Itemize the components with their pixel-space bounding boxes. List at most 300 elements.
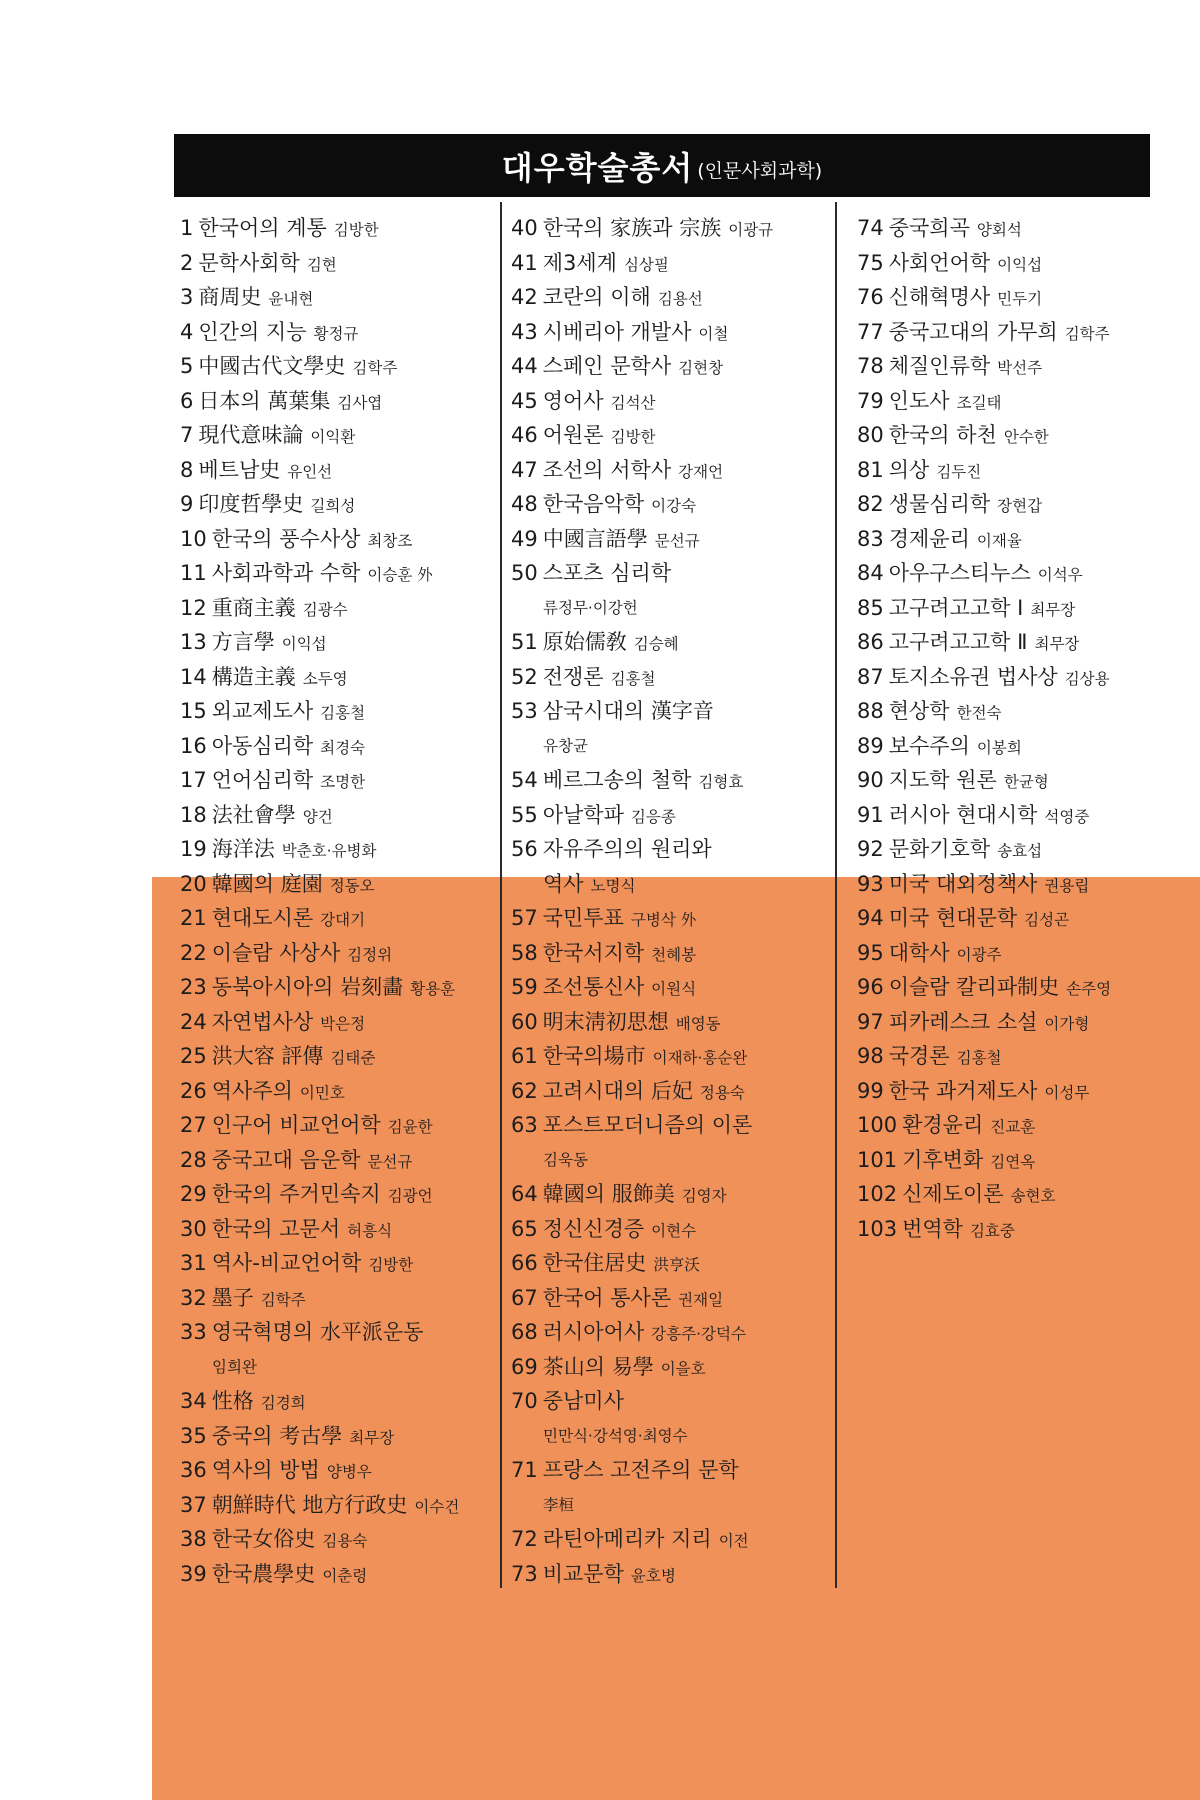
book-author: 김연옥 (990, 1152, 1036, 1171)
series-subtitle: (인문사회과학) (697, 160, 823, 182)
book-entry (180, 211, 494, 246)
book-author: 김용선 (657, 290, 703, 308)
book-title: 자연법사상 (211, 1009, 314, 1034)
book-entry (180, 315, 494, 350)
book-author: 이전 (718, 1532, 749, 1550)
book-number: 26 (180, 1078, 207, 1103)
book-author: 송현호 (1010, 1187, 1056, 1205)
book-author: 한균형 (1003, 773, 1049, 791)
book-number: 79 (857, 388, 884, 413)
book-number: 64 (511, 1182, 538, 1206)
book-number: 66 (511, 1251, 538, 1275)
book-number: 41 (511, 250, 538, 275)
book-number: 51 (511, 630, 538, 654)
book-title: 외교제도사 (211, 699, 314, 723)
book-title: 한국의 풍수사상 (211, 526, 361, 551)
book-title: 자유주의의 원리와 (542, 837, 712, 861)
book-entry (857, 384, 1187, 419)
book-number: 2 (180, 250, 194, 275)
book-number: 59 (511, 975, 538, 999)
book-number: 6 (180, 388, 194, 413)
book-author: 윤호병 (630, 1566, 676, 1585)
book-title: 사회언어학 (888, 250, 991, 275)
book-number: 39 (180, 1561, 207, 1586)
book-number: 80 (857, 423, 884, 447)
book-title: 아우구스티누스 (888, 561, 1031, 585)
book-entry (511, 1315, 833, 1350)
book-entry (180, 901, 494, 936)
book-author: 김응종 (630, 807, 676, 826)
book-entry-continued (511, 1419, 833, 1454)
book-title: 중남미사 (542, 1389, 624, 1413)
book-title: 이슬람 사상사 (211, 940, 341, 965)
book-title: 인도사 (888, 388, 950, 413)
book-number: 29 (180, 1182, 207, 1206)
book-title: 제3세계 (542, 250, 617, 275)
book-author: 김현창 (678, 359, 724, 377)
book-number: 15 (180, 699, 207, 723)
book-number: 60 (511, 1009, 538, 1034)
book-number: 48 (511, 492, 538, 516)
book-author: 박춘호·유병화 (281, 842, 377, 860)
book-number: 100 (857, 1113, 898, 1137)
book-title-continued: 역사 (543, 871, 584, 896)
book-number: 99 (857, 1078, 884, 1103)
book-entry (180, 246, 494, 281)
book-entry (511, 1453, 833, 1488)
book-entry (511, 556, 833, 591)
book-title: 한국어 통사론 (542, 1285, 672, 1310)
book-number: 24 (180, 1009, 207, 1034)
book-entry (511, 1384, 833, 1419)
book-title: 海洋法 (211, 837, 275, 861)
book-author: 이익환 (310, 428, 356, 446)
book-author: 김광수 (302, 600, 348, 619)
book-entry (857, 487, 1187, 522)
book-number: 95 (857, 940, 884, 965)
book-author: 길희성 (310, 497, 356, 515)
book-author: 유인선 (287, 462, 333, 481)
book-entry (180, 1522, 494, 1557)
book-number: 4 (180, 319, 194, 344)
book-number: 89 (857, 733, 884, 758)
book-number: 58 (511, 940, 538, 965)
book-author: 李桓 (543, 1495, 575, 1514)
book-title: 피카레스크 소설 (888, 1009, 1038, 1034)
book-title: 신제도이론 (902, 1182, 1004, 1206)
book-entry (857, 349, 1187, 384)
book-entry (180, 729, 494, 764)
book-author: 김정위 (347, 945, 393, 964)
book-author: 송효섭 (997, 842, 1043, 860)
column-divider (835, 202, 837, 1588)
book-entry-continued (511, 729, 833, 764)
book-entry (857, 418, 1187, 453)
book-title: 중국고대 음운학 (211, 1147, 361, 1172)
book-entry (180, 487, 494, 522)
book-list-column-3 (857, 211, 1187, 1246)
book-entry (857, 1108, 1187, 1143)
book-entry (511, 660, 833, 695)
book-entry (857, 453, 1187, 488)
book-author: 이재율 (976, 531, 1022, 550)
book-title: 프랑스 고전주의 문학 (542, 1458, 739, 1482)
book-author: 이가형 (1044, 1014, 1090, 1033)
book-author: 최무장 (349, 1428, 395, 1447)
book-entry (857, 660, 1187, 695)
book-author: 한전숙 (956, 704, 1002, 722)
book-title: 고구려고고학 Ⅰ (888, 595, 1024, 620)
book-title: 인간의 지능 (198, 319, 307, 344)
book-entry (180, 694, 494, 729)
book-number: 61 (511, 1044, 538, 1068)
book-number: 19 (180, 837, 207, 861)
book-number: 25 (180, 1044, 207, 1068)
book-entry (180, 1074, 494, 1109)
book-entry (511, 1108, 833, 1143)
book-title: 체질인류학 (888, 354, 991, 378)
book-number: 83 (857, 526, 884, 551)
book-author: 이광규 (728, 221, 774, 239)
book-title: 시베리아 개발사 (542, 319, 692, 344)
book-entry (511, 1557, 833, 1592)
book-title: 日本의 萬葉集 (198, 388, 331, 413)
book-title: 언어심리학 (211, 768, 314, 792)
book-number: 30 (180, 1216, 207, 1241)
book-author: 조길태 (956, 393, 1002, 412)
book-title: 한국의 하천 (888, 423, 997, 447)
series-title-bar (174, 134, 1150, 197)
book-author: 이춘령 (322, 1566, 368, 1585)
book-title: 러시아 현대시학 (888, 802, 1038, 827)
book-title: 法社會學 (211, 802, 296, 827)
book-author: 이강숙 (651, 497, 697, 515)
book-title: 대학사 (888, 940, 950, 965)
book-title: 러시아어사 (542, 1320, 645, 1344)
book-author: 김성곤 (1024, 911, 1070, 929)
book-entry (511, 453, 833, 488)
book-title: 한국의 家族과 宗族 (542, 216, 722, 240)
book-title: 보수주의 (888, 733, 970, 758)
book-entry (511, 315, 833, 350)
book-title: 중국고대의 가무희 (888, 319, 1058, 344)
book-title: 문화기호학 (888, 837, 991, 861)
book-entry (511, 487, 833, 522)
book-number: 35 (180, 1423, 207, 1448)
book-number: 69 (511, 1354, 538, 1379)
book-author: 황정규 (313, 324, 359, 343)
book-title: 아동심리학 (211, 733, 314, 758)
book-number: 47 (511, 457, 538, 482)
book-number: 91 (857, 802, 884, 827)
book-number: 28 (180, 1147, 207, 1172)
book-author: 이석우 (1037, 566, 1083, 584)
book-entry (180, 1384, 494, 1419)
book-author: 김태준 (330, 1049, 376, 1067)
book-author: 심상필 (623, 255, 669, 274)
book-number: 9 (180, 492, 194, 516)
book-entry (857, 280, 1187, 315)
book-title: 墨子 (211, 1285, 254, 1310)
book-title: 베트남史 (198, 457, 281, 482)
book-number: 84 (857, 561, 884, 585)
book-title: 중국의 考古學 (211, 1423, 343, 1448)
book-entry (511, 763, 833, 798)
book-title: 어원론 (542, 423, 604, 447)
book-title: 한국어의 계통 (198, 216, 327, 240)
book-title: 朝鮮時代 地方行政史 (211, 1492, 408, 1517)
book-number: 52 (511, 664, 538, 689)
book-title: 역사-비교언어학 (211, 1251, 362, 1275)
book-title: 構造主義 (211, 664, 296, 689)
book-entry (857, 1005, 1187, 1040)
book-title: 中國言語學 (542, 526, 648, 551)
book-title: 茶山의 易學 (542, 1354, 654, 1379)
book-number: 8 (180, 457, 194, 482)
book-entry (180, 970, 494, 1005)
book-entry (180, 1281, 494, 1316)
book-number: 55 (511, 802, 538, 827)
book-entry (180, 522, 494, 557)
book-entry (511, 1350, 833, 1385)
book-author: 이현수 (651, 1221, 697, 1240)
book-entry (511, 1522, 833, 1557)
book-author: 강대기 (320, 911, 366, 929)
book-title: 韓國의 服飾美 (542, 1182, 675, 1206)
book-title: 洪大容 評傳 (211, 1044, 324, 1068)
book-author: 정동오 (329, 876, 375, 895)
book-entry (180, 453, 494, 488)
book-author: 장현갑 (997, 497, 1043, 515)
book-list-column-1 (180, 211, 494, 1591)
book-title: 국경론 (888, 1044, 950, 1068)
book-title: 경제윤리 (888, 526, 970, 551)
book-number: 5 (180, 354, 194, 378)
book-title: 한국의場市 (542, 1044, 646, 1068)
book-number: 62 (511, 1078, 538, 1103)
book-author: 손주영 (1066, 980, 1112, 998)
book-entry (511, 1074, 833, 1109)
book-entry (180, 867, 494, 902)
book-title: 신해혁명사 (888, 285, 991, 309)
book-author: 천혜봉 (651, 945, 697, 964)
book-entry (511, 1212, 833, 1247)
book-author: 배영동 (675, 1014, 721, 1033)
book-entry (180, 1039, 494, 1074)
book-number: 49 (511, 526, 538, 551)
book-title: 스포츠 심리학 (542, 561, 672, 585)
book-number: 75 (857, 250, 884, 275)
column-divider (500, 202, 502, 1588)
book-author: 최창조 (367, 531, 413, 550)
book-title: 생물심리학 (888, 492, 991, 516)
book-number: 34 (180, 1389, 207, 1413)
book-entry (857, 694, 1187, 729)
book-entry (180, 1315, 494, 1350)
book-entry (511, 832, 833, 867)
book-entry (857, 1074, 1187, 1109)
book-number: 11 (180, 561, 207, 585)
book-entry (511, 349, 833, 384)
book-title: 환경윤리 (902, 1113, 984, 1137)
book-author: 김용숙 (322, 1532, 368, 1550)
book-author: 김형효 (698, 773, 744, 791)
book-entry (857, 1143, 1187, 1178)
book-title: 지도학 원론 (888, 768, 997, 792)
book-author: 이익섭 (997, 255, 1043, 274)
book-title: 라틴아메리카 지리 (542, 1527, 712, 1551)
book-number: 86 (857, 630, 884, 654)
book-title: 明末淸初思想 (542, 1009, 669, 1034)
book-number: 70 (511, 1389, 538, 1413)
book-author: 이승훈 外 (367, 566, 433, 584)
book-author: 박선주 (997, 359, 1043, 377)
book-entry (180, 384, 494, 419)
book-number: 14 (180, 664, 207, 689)
book-number: 40 (511, 216, 538, 240)
book-author: 이수건 (414, 1497, 460, 1516)
book-entry (857, 591, 1187, 626)
book-author: 박은정 (320, 1014, 366, 1033)
book-number: 32 (180, 1285, 207, 1310)
book-title: 조선통신사 (542, 975, 645, 999)
book-entry (180, 1108, 494, 1143)
book-entry (511, 970, 833, 1005)
book-title: 의상 (888, 457, 930, 482)
book-number: 10 (180, 526, 207, 551)
book-number: 46 (511, 423, 538, 447)
book-number: 20 (180, 871, 207, 896)
book-number: 33 (180, 1320, 207, 1344)
book-number: 18 (180, 802, 207, 827)
book-title: 정신신경증 (542, 1216, 645, 1241)
book-title: 한국 과거제도사 (888, 1078, 1038, 1103)
book-number: 74 (857, 216, 884, 240)
book-entry (180, 660, 494, 695)
book-entry (180, 625, 494, 660)
book-author: 김경희 (260, 1394, 306, 1412)
book-entry (857, 522, 1187, 557)
book-author: 석영중 (1044, 807, 1090, 826)
book-title: 현대도시론 (211, 906, 314, 930)
book-entry-continued (511, 867, 833, 902)
book-author: 양건 (302, 807, 333, 826)
book-title: 역사의 방법 (211, 1458, 320, 1482)
book-number: 101 (857, 1147, 898, 1172)
book-title: 삼국시대의 漢字音 (542, 699, 714, 723)
book-author: 소두영 (302, 669, 348, 688)
book-entry (857, 315, 1187, 350)
book-author: 洪亨沃 (653, 1256, 700, 1274)
book-title: 문학사회학 (198, 250, 300, 275)
book-title: 印度哲學史 (198, 492, 304, 516)
book-number: 54 (511, 768, 538, 792)
book-number: 31 (180, 1251, 207, 1275)
book-title: 重商主義 (211, 595, 296, 620)
book-entry (180, 1177, 494, 1212)
book-number: 93 (857, 871, 884, 896)
book-title: 동북아시아의 岩刻畵 (211, 975, 404, 999)
book-entry (180, 1419, 494, 1454)
book-author: 강흥주·강덕수 (651, 1325, 746, 1343)
book-author: 유창균 (543, 736, 588, 755)
book-author: 김홍철 (956, 1049, 1002, 1067)
book-number: 53 (511, 699, 538, 723)
book-title: 商周史 (198, 285, 262, 309)
book-number: 90 (857, 768, 884, 792)
book-author: 김홍철 (610, 669, 656, 688)
book-entry (180, 832, 494, 867)
book-entry (857, 211, 1187, 246)
book-title: 이슬람 칼리파制史 (888, 975, 1060, 999)
book-entry (857, 832, 1187, 867)
book-entry-continued (511, 591, 833, 626)
book-author: 김방한 (610, 428, 656, 446)
book-title: 토지소유권 법사상 (888, 664, 1058, 689)
book-entry-continued (180, 1350, 494, 1385)
book-number: 16 (180, 733, 207, 758)
book-entry (180, 349, 494, 384)
book-number: 12 (180, 595, 207, 620)
book-author: 김학주 (352, 359, 398, 377)
book-author: 김효중 (969, 1221, 1015, 1240)
book-author: 권용립 (1044, 876, 1090, 895)
book-author: 임희완 (212, 1357, 257, 1376)
book-entry (511, 1005, 833, 1040)
book-number: 7 (180, 423, 194, 447)
book-author: 권재일 (678, 1290, 724, 1309)
book-author: 이민호 (299, 1083, 345, 1102)
book-author: 문선규 (367, 1152, 413, 1171)
book-title: 영국혁명의 水平派운동 (211, 1320, 424, 1344)
book-author: 김학주 (1064, 324, 1110, 343)
book-entry (511, 211, 833, 246)
book-number: 97 (857, 1009, 884, 1034)
book-entry (511, 694, 833, 729)
book-author: 김상용 (1064, 669, 1110, 688)
book-author: 김현 (306, 255, 337, 274)
book-title: 국민투표 (542, 906, 624, 930)
book-author: 이철 (698, 324, 729, 343)
book-number: 50 (511, 561, 538, 585)
book-author: 최무장 (1030, 600, 1076, 619)
book-entry (180, 1005, 494, 1040)
book-title: 한국서지학 (542, 940, 645, 965)
book-author: 김학주 (260, 1290, 306, 1309)
book-number: 56 (511, 837, 538, 861)
book-author: 이을호 (660, 1359, 706, 1378)
book-title: 미국 대외정책사 (888, 871, 1038, 896)
book-number: 3 (180, 285, 194, 309)
book-title: 한국農學史 (211, 1561, 316, 1586)
book-entry (180, 280, 494, 315)
book-number: 37 (180, 1492, 207, 1517)
book-entry (857, 625, 1187, 660)
book-entry (180, 936, 494, 971)
book-number: 22 (180, 940, 207, 965)
book-author: 민두기 (997, 290, 1043, 308)
book-author: 이봉희 (976, 738, 1022, 757)
book-title: 原始儒敎 (542, 630, 627, 654)
book-number: 17 (180, 768, 207, 792)
book-number: 88 (857, 699, 884, 723)
book-author: 진교훈 (990, 1118, 1036, 1136)
book-title: 중국희곡 (888, 216, 970, 240)
book-entry (511, 1281, 833, 1316)
book-author: 이광주 (956, 945, 1002, 964)
book-entry (180, 418, 494, 453)
book-entry (857, 729, 1187, 764)
